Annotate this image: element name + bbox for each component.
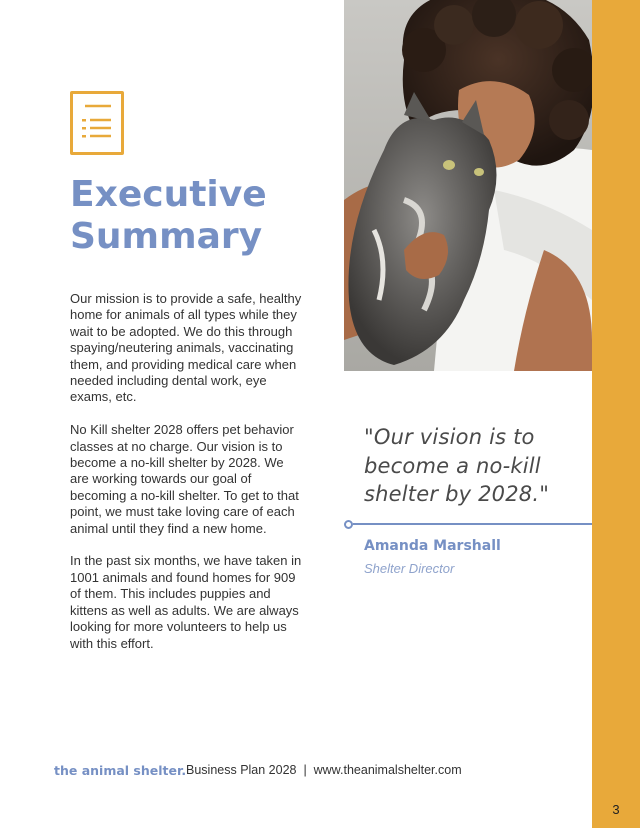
vision-quote: "Our vision is to become a no-kill shelter by 2028." bbox=[364, 425, 550, 506]
quote-author-role: Shelter Director bbox=[364, 561, 455, 576]
page-number: 3 bbox=[612, 802, 620, 817]
woman-holding-cat-photo bbox=[344, 0, 592, 371]
title-line-2: Summary bbox=[70, 216, 263, 257]
body-paragraph-progress: In the past six months, we have taken in 1001 animals and found homes for 909 of them. This includes puppies and kittens as well as adults. We are always looking for more volunteers to help us with this effort. bbox=[70, 553, 302, 651]
footer-brand-logo: the animal shelter. bbox=[54, 763, 187, 778]
footer-text: Business Plan 2028 | www.theanimalshelter.com bbox=[186, 763, 462, 777]
accent-sidebar bbox=[592, 0, 640, 828]
title-line-1: Executive bbox=[70, 174, 267, 215]
quote-divider bbox=[344, 523, 592, 525]
quote-author: Amanda Marshall bbox=[364, 538, 501, 554]
divider-line bbox=[353, 523, 592, 525]
body-text bbox=[70, 291, 305, 668]
divider-dot bbox=[344, 520, 353, 529]
body-paragraph-mission: Our mission is to provide a safe, healthy home for animals of all types while they wait to be adopted. We do this through spaying/neutering animals, vaccinating them, and providing medical care when needed including dental work, eye exams, etc. bbox=[70, 291, 302, 405]
page-title bbox=[70, 174, 330, 258]
document-list-icon bbox=[70, 91, 124, 155]
body-paragraph-vision: No Kill shelter 2028 offers pet behavior classes at no charge. Our vision is to become a no-kill shelter by 2028. We are working towards our goal of becoming a no-kill shelter. To get to that point, we must take loving care of each animal until they find a new home. bbox=[70, 422, 299, 536]
